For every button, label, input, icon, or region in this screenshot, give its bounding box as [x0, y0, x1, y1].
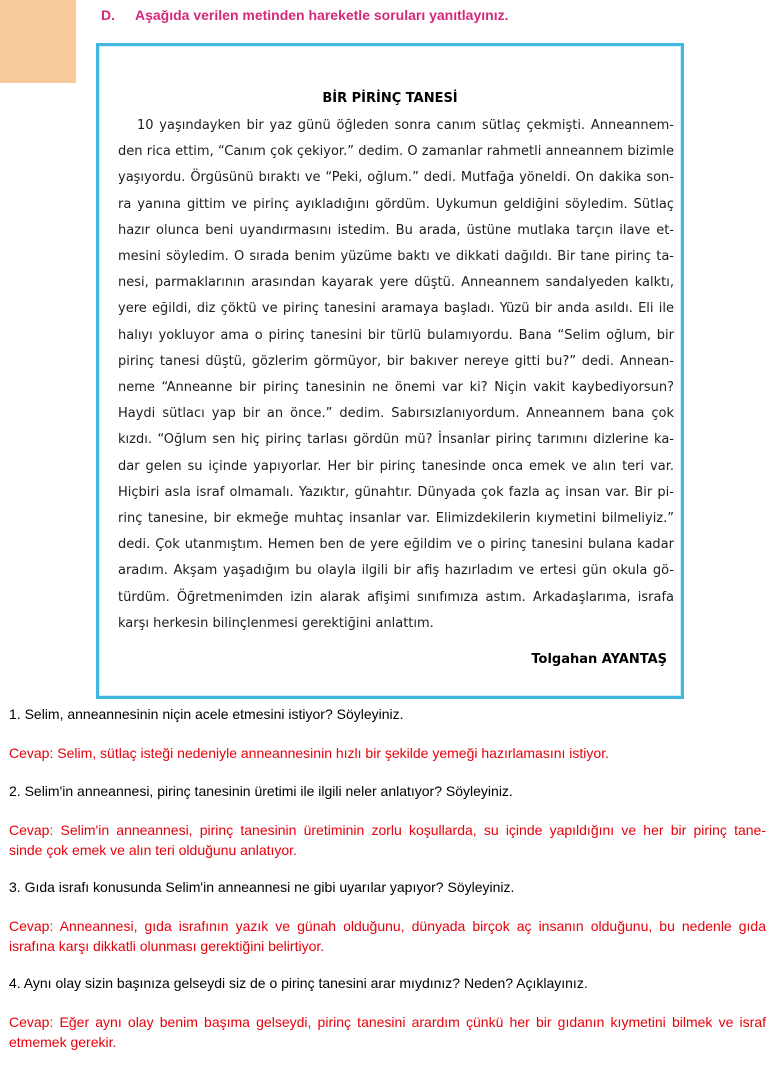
answer-2 — [9, 820, 766, 860]
story-line: hazır olunca beni uyandırmasını istedim. Bu arada, üstüne mutlaka tarçın ilave et- — [118, 222, 674, 238]
story-line: türdüm. Öğretmenimden izin alarak afişimi sınıfımıza astım. Arkadaşlarıma, israfa — [118, 589, 674, 605]
story-text-box — [96, 43, 684, 699]
story-line: den rica ettim, “Canım çok çekiyor.” dedim. O zamanlar rahmetli anneannem bizimle — [118, 144, 674, 160]
answer-line: etmemek gerekir. — [9, 1034, 117, 1050]
story-line: rinç tanesine, bir ekmeğe muhtaç insanlar var. Elimizdekilerin kıymetini bilmeliyiz.” — [118, 511, 674, 526]
answer-4 — [9, 1012, 766, 1052]
story-line: 10 yaşındayken bir yaz günü öğleden sonra canım sütlaç çekmişti. Anneannem- — [137, 118, 674, 133]
story-line: halıyı yokluyor ama o pirinç tanesini bir türlü bulamıyordu. Bana “Selim oğlum, bir — [118, 327, 674, 343]
story-line: neme “Anneanne bir pirinç tanesinin ne önemi var ki? Niçin vakit kaybediyorsun? — [118, 380, 674, 395]
story-line: yaşıyordu. Örgüsünü bıraktı ve “Peki, oğlum.” dedi. Mutfağa yöneldi. On dakika son- — [118, 170, 674, 186]
story-line: mesini söyledim. O sırada benim yüzüme baktı ve dikkati dağıldı. Bir tane pirinç ta- — [118, 249, 674, 264]
story-line: nesi, parmaklarının arasından kayarak yere düştü. Anneannem sandalyeden kalktı, — [118, 275, 674, 291]
answer-3 — [9, 916, 766, 956]
question-2: 2. Selim'in anneannesi, pirinç tanesinin üretimi ile ilgili neler anlatıyor? Söyleyiniz. — [9, 783, 513, 799]
answer-line: Cevap: Eğer aynı olay benim başıma gelseydi, pirinç tanesini arardım çünkü her bir gıdanın kıymetini bilmek ve israf — [9, 1014, 766, 1030]
corner-color-block — [0, 0, 76, 83]
story-line: Haydi sütlacı yap bir an önce.” dedim. Sabırsızlanıyordum. Anneannem bana çok — [118, 406, 674, 422]
story-line: dar gelen su içinde yapıyorlar. Her bir pirinç tanesinde onca emek ve alın teri var. — [118, 458, 674, 474]
story-line: yere eğildi, diz çöktü ve pirinç tanesini aramaya başladı. Yüzü bir anda asıldı. Eli ile — [118, 301, 674, 317]
answer-line: Cevap: Selim'in anneannesi, pirinç tanesinin üretiminin zorlu koşullarda, su içinde yapıldığını ve her bir pirinç tane- — [9, 822, 766, 838]
story-title: BİR PİRİNÇ TANESİ — [322, 91, 458, 106]
question-4: 4. Aynı olay sizin başınıza gelseydi siz de o pirinç tanesini arar mıydınız? Neden? Açıklayınız. — [9, 975, 588, 991]
story-line: kızdı. “Oğlum sen hiç pirinç tarlası gördün mü? İnsanlar pirinç tarımını dizlerine ka- — [118, 432, 674, 448]
story-line: ra yanına gittim ve pirinç ayıkladığını gördüm. Uykumun geldiğini söyledim. Sütlaç — [118, 196, 674, 212]
question-1: 1. Selim, anneannesinin niçin acele etmesini istiyor? Söyleyiniz. — [9, 706, 404, 722]
answer-line: Cevap: Anneannesi, gıda israfının yazık ve günah olduğunu, dünyada birçok aç insanın olduğunu, bu nedenle gıda — [9, 918, 766, 934]
question-3: 3. Gıda israfı konusunda Selim'in anneannesi ne gibi uyarılar yapıyor? Söyleyiniz. — [9, 879, 515, 895]
story-line: dedi. Çok utanmıştım. Hemen ben de yere eğildim ve o pirinç tanesini bulana kadar — [118, 537, 674, 553]
section-letter: D. — [101, 7, 115, 23]
story-line: aradım. Akşam yaşadığım bu olayla ilgili bir afiş hazırladım ve ertesi gün okula gö- — [118, 563, 674, 579]
story-author: Tolgahan AYANTAŞ — [531, 652, 667, 667]
story-line: pirinç tanesi düştü, gözlerim görmüyor, bir bakıver nereye gitti bu?” dedi. Annean- — [118, 353, 674, 369]
answer-line: sinde çok emek ve alın teri olduğunu anlatıyor. — [9, 842, 297, 858]
section-heading — [101, 7, 508, 23]
answer-line: israfına karşı dikkatli olunması gerektiğini belirtiyor. — [9, 938, 325, 954]
answer-1 — [9, 743, 766, 763]
story-line: Hiçbiri asla israf olmamalı. Yazıktır, günahtır. Dünyada çok fazla aç insan var. Bir pi- — [118, 484, 674, 500]
story-line: karşı herkesin bilinçlenmesi gerektiğini anlattım. — [118, 615, 434, 631]
answer-line: Cevap: Selim, sütlaç isteği nedeniyle anneannesinin hızlı bir şekilde yemeği hazırlamasını istiyor. — [9, 745, 609, 761]
section-instruction: Aşağıda verilen metinden hareketle soruları yanıtlayınız. — [135, 7, 509, 23]
